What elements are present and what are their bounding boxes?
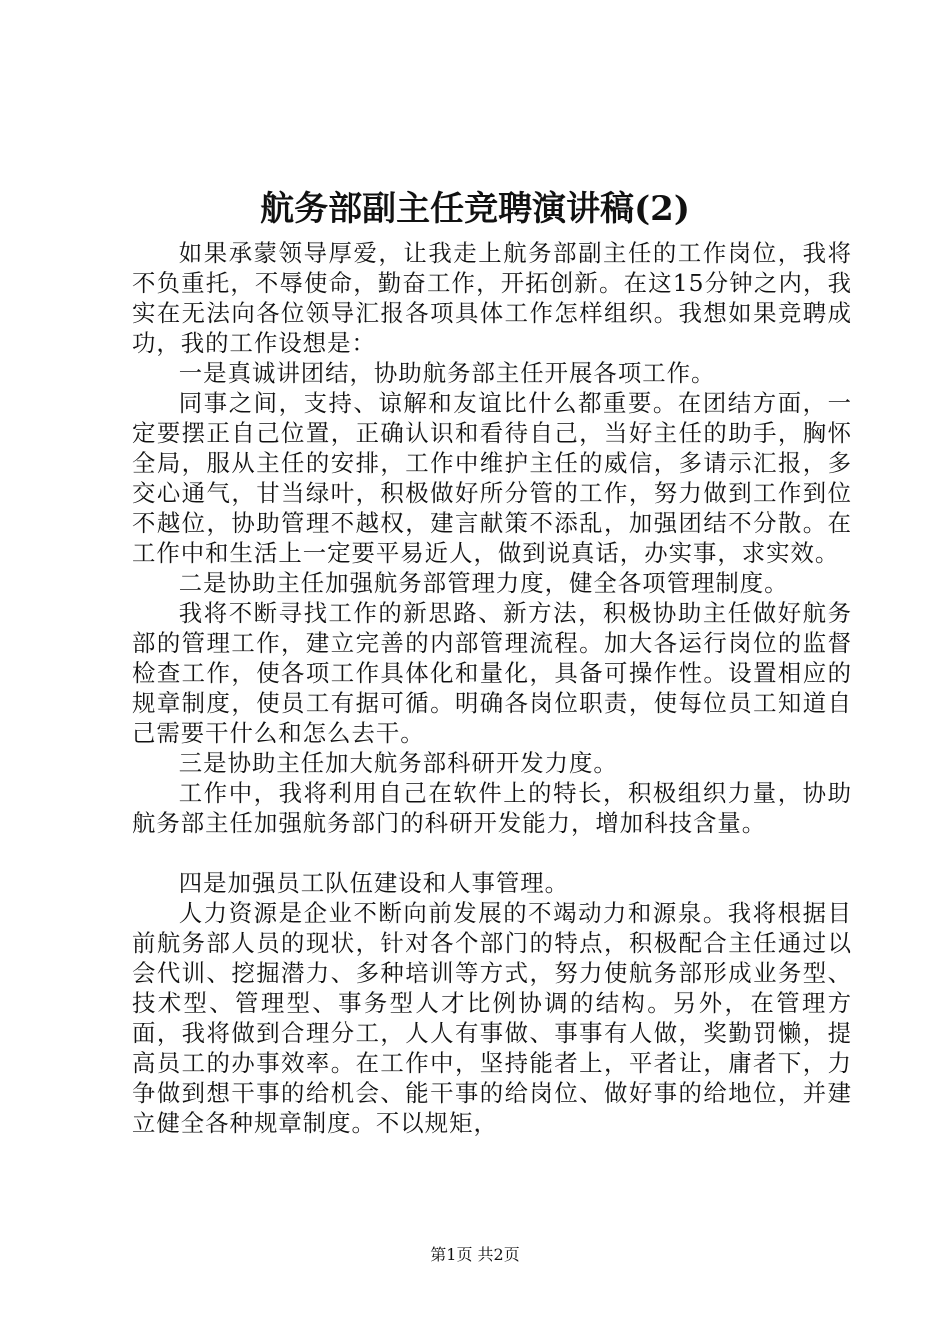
paragraph: 三是协助主任加大航务部科研开发力度。 <box>178 749 618 777</box>
paragraph: 同事之间，支持、谅解和友谊比什么都重要。在团结方面，一定要摆正自己位置，正确认识和看待自己，当好主任的助手，胸怀全局，服从主任的安排，工作中维护主任的威信，多请示汇报，多交心通气，甘当绿叶，积极做好所分管的工作，努力做到工作到位不越位，协助管理不越权，建言献策不添乱，加强团结不分散。在工作中和生活上一定要平易近人，做到说真话，办实事，求实效。 <box>132 389 852 567</box>
document-body <box>132 238 852 1138</box>
paragraph: 我将不断寻找工作的新思路、新方法，积极协助主任做好航务部的管理工作，建立完善的内部管理流程。加大各运行岗位的监督检查工作，使各项工作具体化和量化，具备可操作性。设置相应的规章制度，使员工有据可循。明确各岗位职责，使每位员工知道自己需要干什么和怎么去干。 <box>132 599 852 747</box>
paragraph: 二是协助主任加强航务部管理力度，健全各项管理制度。 <box>178 569 789 597</box>
paragraph: 如果承蒙领导厚爱，让我走上航务部副主任的工作岗位，我将不负重托，不辱使命，勤奋工作，开拓创新。在这15分钟之内，我实在无法向各位领导汇报各项具体工作怎样组织。我想如果竞聘成功，我的工作设想是： <box>132 239 852 357</box>
page-footer: 第1页 共2页 <box>430 1245 520 1264</box>
paragraph: 工作中，我将利用自己在软件上的特长，积极组织力量，协助航务部主任加强航务部门的科研开发能力，增加科技含量。 <box>132 779 852 837</box>
paragraph: 一是真诚讲团结，协助航务部主任开展各项工作。 <box>178 359 716 387</box>
paragraph: 人力资源是企业不断向前发展的不竭动力和源泉。我将根据目前航务部人员的现状，针对各个部门的特点，积极配合主任通过以会代训、挖掘潜力、多种培训等方式，努力使航务部形成业务型、技术型、管理型、事务型人才比例协调的结构。另外，在管理方面，我将做到合理分工，人人有事做、事事有人做，奖勤罚懒，提高员工的办事效率。在工作中，坚持能者上，平者让，庸者下，力争做到想干事的给机会、能干事的给岗位、做好事的给地位，并建立健全各种规章制度。不以规矩， <box>132 899 852 1137</box>
paragraph: 四是加强员工队伍建设和人事管理。 <box>178 869 570 897</box>
document-title: 航务部副主任竞聘演讲稿(2) <box>260 189 690 229</box>
